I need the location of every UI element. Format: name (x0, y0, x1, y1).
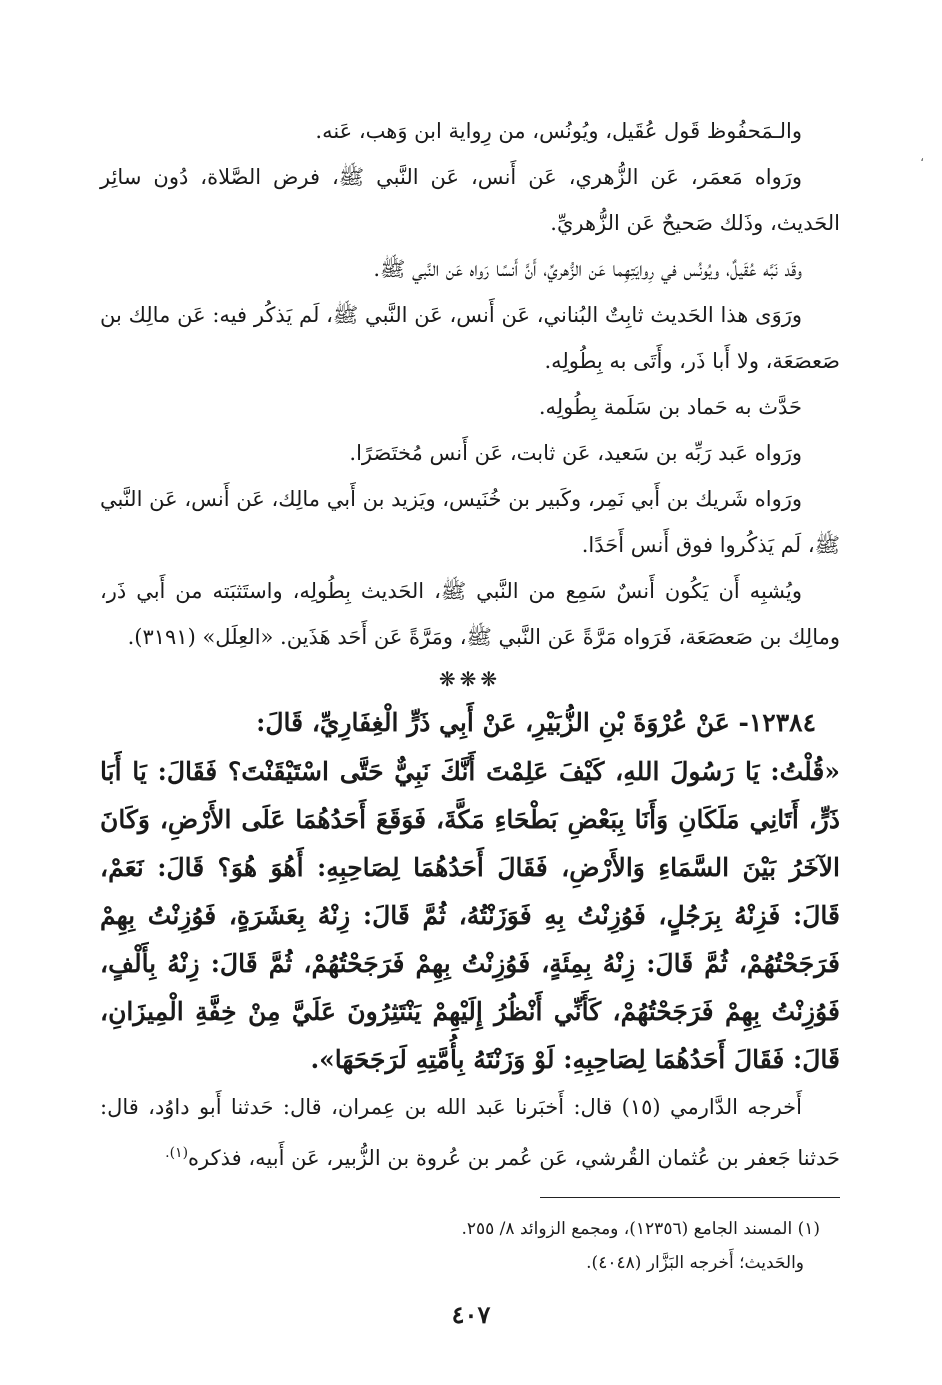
paragraph-6: ورَواه عَبد رَبِّه بن سَعيد، عَن ثابت، عَن أَنس مُختَصَرًا. (349, 441, 802, 465)
page-number: ٤٠٧ (451, 1300, 491, 1329)
hadith-text: «قُلْتُ: يَا رَسُولَ اللهِ، كَيْفَ عَلِمْتَ أَنَّكَ نَبِيٌّ حَتَّى اسْتَيْقَنْتَ؟ فَقَالَ: يَا أَبَا ذَرٍّ، أَتَانِي مَلَكَانِ وَأَنَا بِبَعْضِ بَطْحَاءِ مَكَّةَ، فَوَقَعَ أَحَدُهُمَا عَلَى الأَرْضِ، وَكَانَ الآخَرُ بَيْنَ السَّمَاءِ وَالأَرْضِ، فَقَالَ أَحَدُهُمَا لِصَاحِبِهِ: أَهُوَ هُوَ؟ قَالَ: نَعَمْ، قَالَ: فَزِنْهُ بِرَجُلٍ، فَوُزِنْتُ بِهِ فَوَزَنْتُهُ، ثُمَّ قَالَ: زِنْهُ بِعَشَرَةٍ، فَوُزِنْتُ بِهِمْ فَرَجَحْتُهُمْ، ثُمَّ قَالَ: زِنْهُ بِمِئَةٍ، فَوُزِنْتُ بِهِمْ فَرَجَحْتُهُمْ، ثُمَّ قَالَ: زِنْهُ بِأَلْفٍ، فَوُزِنْتُ بِهِمْ فَرَجَحْتُهُمْ، كَأَنِّي أَنْظُرُ إِلَيْهِمْ يَنْتَثِرُونَ عَلَيَّ مِنْ خِفَّةِ الْمِيزَانِ، قَالَ: فَقَالَ أَحَدُهُمَا لِصَاحِبِهِ: لَوْ وَزَنْتَهُ بِأُمَّتِهِ لَرَجَحَهَا». (100, 757, 840, 1074)
paragraph-2: ورَواه مَعمَر، عَن الزُّهري، عَن أَنس، عَن النَّبي ﷺ، فرض الصَّلاة، دُون سائِر الحَديث، وذَلك صَحيحٌ عَن الزُّهريِّ. (100, 165, 840, 235)
paragraph-1: والـمَحفُوظ قَول عُقَيل، ويُونُس، من رِواية ابن وَهب، عَنه. (315, 119, 802, 143)
paragraph-4: ورَوَى هذا الحَديث ثابِتٌ البُناني، عَن أَنس، عَن النَّبي ﷺ، لَم يَذكُر فيه: عَن مالِك بن صَعصَعَة، ولا أَبا ذَر، وأَتَى به بِطُولِه. (100, 303, 840, 373)
paragraph-5: حَدَّث به حَماد بن سَلَمة بِطُولِه. (538, 395, 802, 419)
hadith-source-text: أَخرجه الدَّارمي (١٥) قال: أَخبَرنا عَبد الله بن عِمران، قال: حَدثنا أَبو داوُد، قال: حَدثنا جَعفر بن عُثمان القُرشي، عَن عُمر بن عُروة بن الزُّبير، عَن أَبيه، فذكره (100, 1095, 840, 1170)
section-separator: ❋❋❋ (438, 667, 502, 691)
footnote-divider (540, 1197, 840, 1198)
paragraph-3: وقَد نَبَّه عُقَيلٌ، ويُونُس في رِوايَتِهِما عَن الزُّهريِّ، أَنَّ أَنسًا رَواه عَن النَّبي ﷺ. (373, 257, 802, 281)
footnote-1: (١) المسند الجامع (١٢٣٥٦)، ومجمع الزوائد ٨/ ٢٥٥. (461, 1219, 820, 1239)
hadith-heading: ١٢٣٨٤- عَنْ عُرْوَةَ بْنِ الزُّبَيْرِ، عَنْ أَبِي ذَرٍّ الْغِفَارِيِّ، قَالَ: (256, 708, 816, 737)
paragraph-8: ويُشبِه أَن يَكُون أَنسٌ سَمِع من النَّبي ﷺ، الحَديث بِطُولِه، واستَثبَته من أَبي ذَر، ومالِك بن صَعصَعَة، فَرَواه مَرَّةً عَن النَّبي ﷺ، ومَرَّةً عَن أَحَد هَذَين. «العِلَل» (٣١٩١). (100, 579, 840, 649)
margin-mark: ، (920, 150, 924, 164)
footnote-2: والحَديث؛ أَخرجه البَزَّار (٤٠٤٨). (586, 1253, 804, 1273)
footnote-ref: (١). (165, 1145, 189, 1161)
document-page (100, 108, 840, 1378)
hadith-source (100, 1084, 840, 1181)
paragraph-7: ورَواه شَريك بن أَبي نَمِر، وكَبير بن خُنَيس، ويَزيد بن أَبي مالِك، عَن أَنس، عَن النَّبي ﷺ، لَم يَذكُروا فوق أَنس أَحَدًا. (100, 487, 840, 557)
